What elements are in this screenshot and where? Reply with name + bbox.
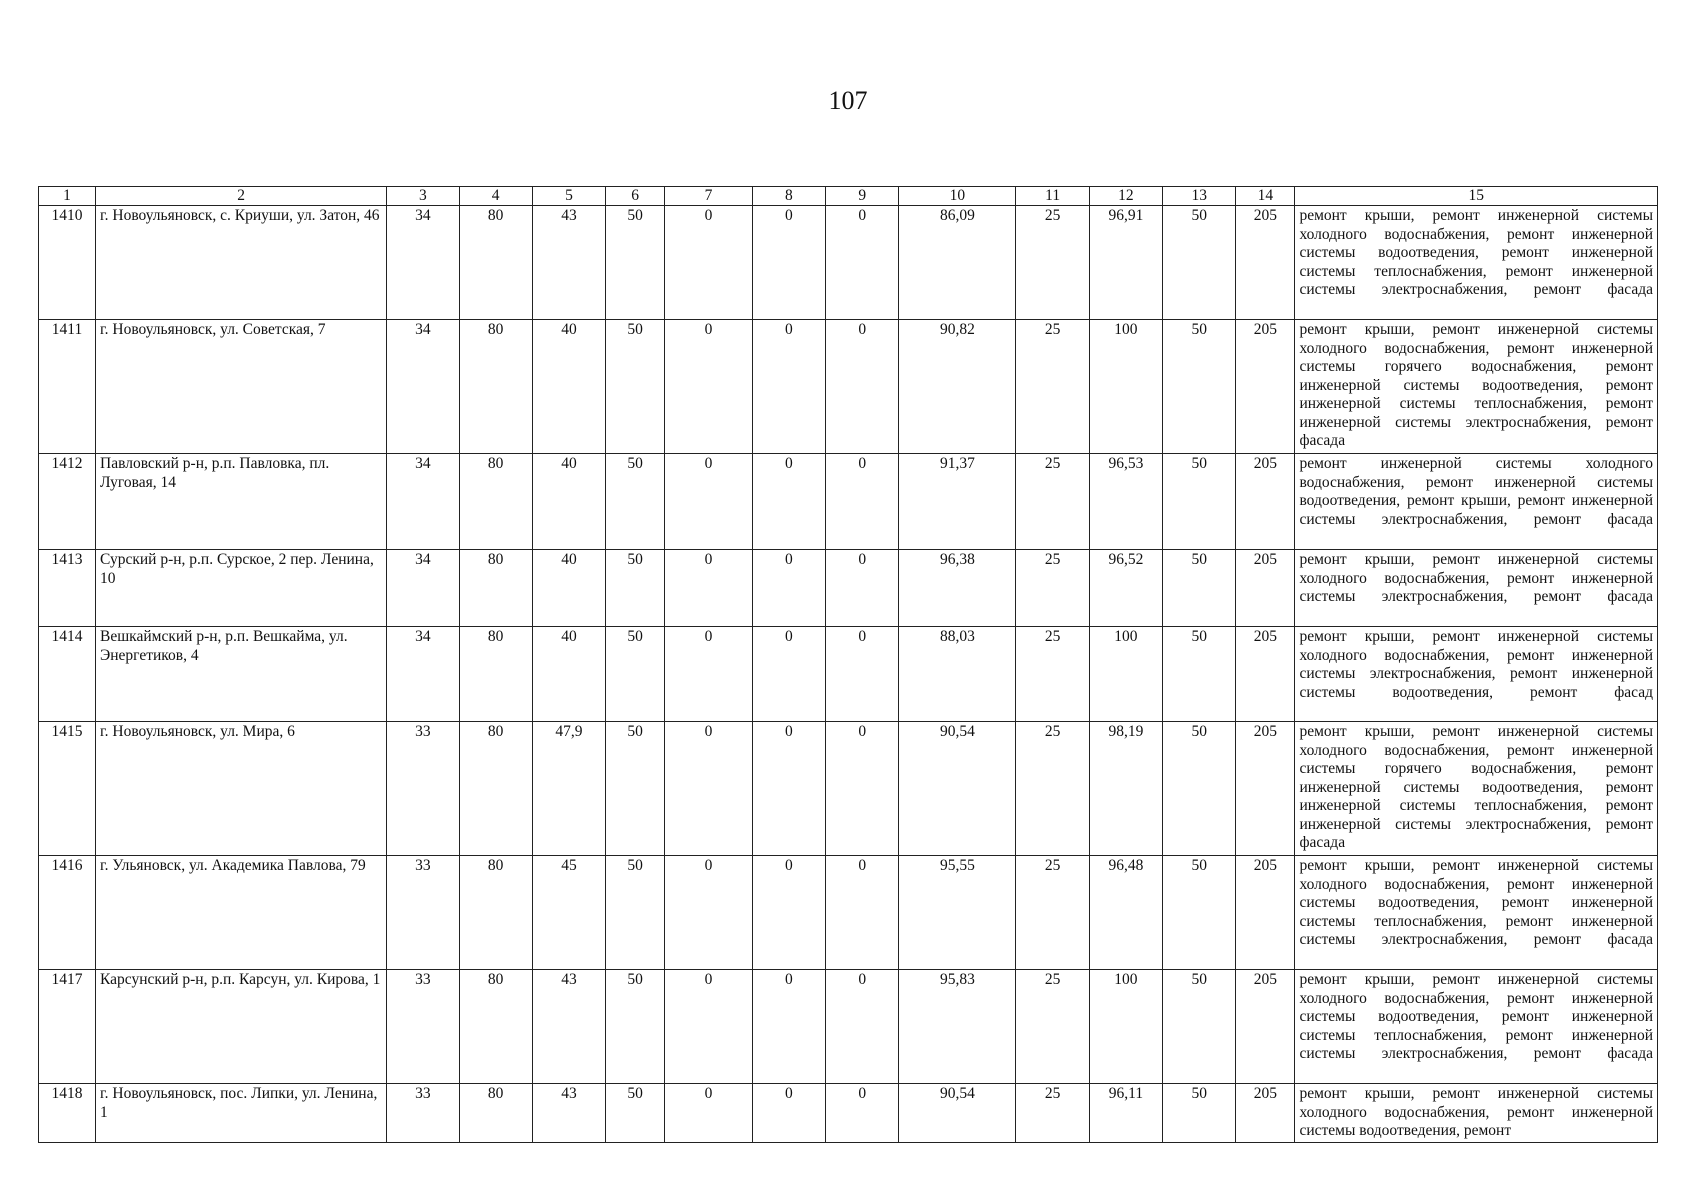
table-row bbox=[39, 627, 1658, 722]
column-header: 5 bbox=[532, 187, 605, 206]
value-cell: 40 bbox=[532, 320, 605, 454]
value-cell: 34 bbox=[387, 320, 459, 454]
column-header: 4 bbox=[459, 187, 532, 206]
address-cell: г. Ульяновск, ул. Академика Павлова, 79 bbox=[96, 856, 387, 970]
value-cell: 98,19 bbox=[1089, 722, 1162, 856]
value-cell: 45 bbox=[532, 856, 605, 970]
value-cell: 90,82 bbox=[899, 320, 1016, 454]
value-cell: 33 bbox=[387, 1084, 459, 1143]
value-cell: 0 bbox=[665, 320, 753, 454]
value-cell: 80 bbox=[459, 550, 532, 627]
value-cell: 205 bbox=[1236, 722, 1295, 856]
value-cell: 100 bbox=[1089, 970, 1162, 1084]
row-number: 1410 bbox=[39, 206, 96, 320]
works-list-cell: ремонт крыши, ремонт инженерной системы холодного водоснабжения, ремонт инженерной системы электроснабжения, ремонт инженерной системы водоотведения, ремонт фасад bbox=[1295, 627, 1658, 722]
value-cell: 96,38 bbox=[899, 550, 1016, 627]
value-cell: 0 bbox=[752, 856, 825, 970]
value-cell: 80 bbox=[459, 627, 532, 722]
value-cell: 0 bbox=[752, 627, 825, 722]
value-cell: 47,9 bbox=[532, 722, 605, 856]
value-cell: 50 bbox=[1163, 722, 1236, 856]
value-cell: 25 bbox=[1016, 856, 1089, 970]
column-header: 8 bbox=[752, 187, 825, 206]
row-number: 1416 bbox=[39, 856, 96, 970]
row-number: 1417 bbox=[39, 970, 96, 1084]
value-cell: 96,91 bbox=[1089, 206, 1162, 320]
column-header: 10 bbox=[899, 187, 1016, 206]
value-cell: 100 bbox=[1089, 627, 1162, 722]
value-cell: 34 bbox=[387, 627, 459, 722]
works-list-cell: ремонт крыши, ремонт инженерной системы холодного водоснабжения, ремонт инженерной системы электроснабжения, ремонт фасада bbox=[1295, 550, 1658, 627]
table-row bbox=[39, 856, 1658, 970]
address-cell: г. Новоульяновск, ул. Советская, 7 bbox=[96, 320, 387, 454]
row-number: 1411 bbox=[39, 320, 96, 454]
works-list-cell: ремонт крыши, ремонт инженерной системы холодного водоснабжения, ремонт инженерной системы водоотведения, ремонт инженерной системы теплоснабжения, ремонт инженерной системы электроснабжения, ремонт фасада bbox=[1295, 970, 1658, 1084]
address-cell: г. Новоульяновск, с. Криуши, ул. Затон, 46 bbox=[96, 206, 387, 320]
value-cell: 205 bbox=[1236, 550, 1295, 627]
column-header: 13 bbox=[1163, 187, 1236, 206]
value-cell: 80 bbox=[459, 454, 532, 550]
value-cell: 205 bbox=[1236, 206, 1295, 320]
value-cell: 50 bbox=[1163, 856, 1236, 970]
value-cell: 40 bbox=[532, 627, 605, 722]
address-cell: Карсунский р-н, р.п. Карсун, ул. Кирова, 1 bbox=[96, 970, 387, 1084]
value-cell: 43 bbox=[532, 206, 605, 320]
value-cell: 80 bbox=[459, 970, 532, 1084]
value-cell: 50 bbox=[606, 627, 665, 722]
row-number: 1414 bbox=[39, 627, 96, 722]
row-number: 1418 bbox=[39, 1084, 96, 1143]
value-cell: 91,37 bbox=[899, 454, 1016, 550]
value-cell: 43 bbox=[532, 970, 605, 1084]
value-cell: 33 bbox=[387, 856, 459, 970]
column-header: 14 bbox=[1236, 187, 1295, 206]
value-cell: 0 bbox=[752, 722, 825, 856]
value-cell: 50 bbox=[606, 970, 665, 1084]
value-cell: 25 bbox=[1016, 627, 1089, 722]
value-cell: 0 bbox=[665, 970, 753, 1084]
value-cell: 80 bbox=[459, 722, 532, 856]
address-cell: Сурский р-н, р.п. Сурское, 2 пер. Ленина, 10 bbox=[96, 550, 387, 627]
value-cell: 34 bbox=[387, 454, 459, 550]
value-cell: 95,55 bbox=[899, 856, 1016, 970]
value-cell: 96,53 bbox=[1089, 454, 1162, 550]
value-cell: 50 bbox=[1163, 206, 1236, 320]
value-cell: 0 bbox=[826, 970, 899, 1084]
table-row bbox=[39, 320, 1658, 454]
value-cell: 205 bbox=[1236, 627, 1295, 722]
row-number: 1415 bbox=[39, 722, 96, 856]
value-cell: 0 bbox=[665, 206, 753, 320]
value-cell: 0 bbox=[752, 206, 825, 320]
value-cell: 80 bbox=[459, 320, 532, 454]
value-cell: 50 bbox=[606, 454, 665, 550]
value-cell: 34 bbox=[387, 550, 459, 627]
address-cell: г. Новоульяновск, ул. Мира, 6 bbox=[96, 722, 387, 856]
value-cell: 50 bbox=[606, 722, 665, 856]
column-header: 15 bbox=[1295, 187, 1658, 206]
value-cell: 50 bbox=[606, 320, 665, 454]
value-cell: 205 bbox=[1236, 320, 1295, 454]
page-number: 107 bbox=[828, 86, 868, 115]
value-cell: 205 bbox=[1236, 970, 1295, 1084]
value-cell: 50 bbox=[1163, 627, 1236, 722]
table-row bbox=[39, 970, 1658, 1084]
value-cell: 90,54 bbox=[899, 722, 1016, 856]
works-list-cell: ремонт крыши, ремонт инженерной системы холодного водоснабжения, ремонт инженерной системы водоотведения, ремонт bbox=[1295, 1084, 1658, 1143]
table-row bbox=[39, 722, 1658, 856]
value-cell: 205 bbox=[1236, 1084, 1295, 1143]
value-cell: 0 bbox=[752, 550, 825, 627]
value-cell: 0 bbox=[826, 856, 899, 970]
value-cell: 0 bbox=[826, 206, 899, 320]
value-cell: 50 bbox=[606, 856, 665, 970]
value-cell: 96,52 bbox=[1089, 550, 1162, 627]
value-cell: 50 bbox=[606, 550, 665, 627]
address-cell: г. Новоульяновск, пос. Липки, ул. Ленина, 1 bbox=[96, 1084, 387, 1143]
value-cell: 25 bbox=[1016, 1084, 1089, 1143]
value-cell: 25 bbox=[1016, 206, 1089, 320]
repair-program-table bbox=[38, 186, 1658, 1143]
value-cell: 80 bbox=[459, 1084, 532, 1143]
value-cell: 0 bbox=[826, 722, 899, 856]
value-cell: 90,54 bbox=[899, 1084, 1016, 1143]
works-list-cell: ремонт инженерной системы холодного водоснабжения, ремонт инженерной системы водоотведения, ремонт крыши, ремонт инженерной системы электроснабжения, ремонт фасада bbox=[1295, 454, 1658, 550]
value-cell: 25 bbox=[1016, 722, 1089, 856]
value-cell: 0 bbox=[826, 320, 899, 454]
value-cell: 0 bbox=[665, 550, 753, 627]
value-cell: 50 bbox=[1163, 454, 1236, 550]
value-cell: 80 bbox=[459, 206, 532, 320]
value-cell: 0 bbox=[665, 627, 753, 722]
value-cell: 40 bbox=[532, 550, 605, 627]
table-row bbox=[39, 1084, 1658, 1143]
works-list-cell: ремонт крыши, ремонт инженерной системы холодного водоснабжения, ремонт инженерной системы горячего водоснабжения, ремонт инженерной системы водоотведения, ремонт инженерной системы теплоснабжения, ремонт инженерной системы электроснабжения, ремонт фасада bbox=[1295, 722, 1658, 856]
value-cell: 43 bbox=[532, 1084, 605, 1143]
value-cell: 0 bbox=[665, 722, 753, 856]
row-number: 1413 bbox=[39, 550, 96, 627]
column-header: 12 bbox=[1089, 187, 1162, 206]
value-cell: 86,09 bbox=[899, 206, 1016, 320]
value-cell: 0 bbox=[665, 454, 753, 550]
value-cell: 0 bbox=[826, 550, 899, 627]
value-cell: 205 bbox=[1236, 454, 1295, 550]
value-cell: 33 bbox=[387, 970, 459, 1084]
value-cell: 40 bbox=[532, 454, 605, 550]
works-list-cell: ремонт крыши, ремонт инженерной системы холодного водоснабжения, ремонт инженерной системы горячего водоснабжения, ремонт инженерной системы водоотведения, ремонт инженерной системы теплоснабжения, ремонт инженерной системы электроснабжения, ремонт фасада bbox=[1295, 320, 1658, 454]
value-cell: 50 bbox=[606, 206, 665, 320]
works-list-cell: ремонт крыши, ремонт инженерной системы холодного водоснабжения, ремонт инженерной системы водоотведения, ремонт инженерной системы теплоснабжения, ремонт инженерной системы электроснабжения, ремонт фасада bbox=[1295, 206, 1658, 320]
value-cell: 0 bbox=[665, 856, 753, 970]
table-row bbox=[39, 454, 1658, 550]
value-cell: 50 bbox=[1163, 320, 1236, 454]
value-cell: 96,48 bbox=[1089, 856, 1162, 970]
value-cell: 25 bbox=[1016, 320, 1089, 454]
value-cell: 205 bbox=[1236, 856, 1295, 970]
column-header: 2 bbox=[96, 187, 387, 206]
value-cell: 0 bbox=[752, 970, 825, 1084]
value-cell: 0 bbox=[665, 1084, 753, 1143]
value-cell: 25 bbox=[1016, 550, 1089, 627]
column-header: 1 bbox=[39, 187, 96, 206]
value-cell: 80 bbox=[459, 856, 532, 970]
value-cell: 0 bbox=[826, 454, 899, 550]
value-cell: 88,03 bbox=[899, 627, 1016, 722]
value-cell: 0 bbox=[826, 627, 899, 722]
column-header: 9 bbox=[826, 187, 899, 206]
value-cell: 0 bbox=[752, 320, 825, 454]
value-cell: 50 bbox=[1163, 970, 1236, 1084]
value-cell: 50 bbox=[1163, 1084, 1236, 1143]
address-cell: Павловский р-н, р.п. Павловка, пл. Луговая, 14 bbox=[96, 454, 387, 550]
value-cell: 25 bbox=[1016, 454, 1089, 550]
column-header: 11 bbox=[1016, 187, 1089, 206]
value-cell: 33 bbox=[387, 722, 459, 856]
value-cell: 34 bbox=[387, 206, 459, 320]
value-cell: 25 bbox=[1016, 970, 1089, 1084]
value-cell: 96,11 bbox=[1089, 1084, 1162, 1143]
value-cell: 100 bbox=[1089, 320, 1162, 454]
value-cell: 0 bbox=[752, 454, 825, 550]
value-cell: 95,83 bbox=[899, 970, 1016, 1084]
column-header: 3 bbox=[387, 187, 459, 206]
column-number-header-row bbox=[39, 187, 1658, 206]
table-row bbox=[39, 206, 1658, 320]
value-cell: 50 bbox=[1163, 550, 1236, 627]
works-list-cell: ремонт крыши, ремонт инженерной системы холодного водоснабжения, ремонт инженерной системы водоотведения, ремонт инженерной системы теплоснабжения, ремонт инженерной системы электроснабжения, ремонт фасада bbox=[1295, 856, 1658, 970]
column-header: 7 bbox=[665, 187, 753, 206]
table-row bbox=[39, 550, 1658, 627]
value-cell: 0 bbox=[826, 1084, 899, 1143]
address-cell: Вешкаймский р-н, р.п. Вешкайма, ул. Энергетиков, 4 bbox=[96, 627, 387, 722]
value-cell: 50 bbox=[606, 1084, 665, 1143]
value-cell: 0 bbox=[752, 1084, 825, 1143]
column-header: 6 bbox=[606, 187, 665, 206]
row-number: 1412 bbox=[39, 454, 96, 550]
